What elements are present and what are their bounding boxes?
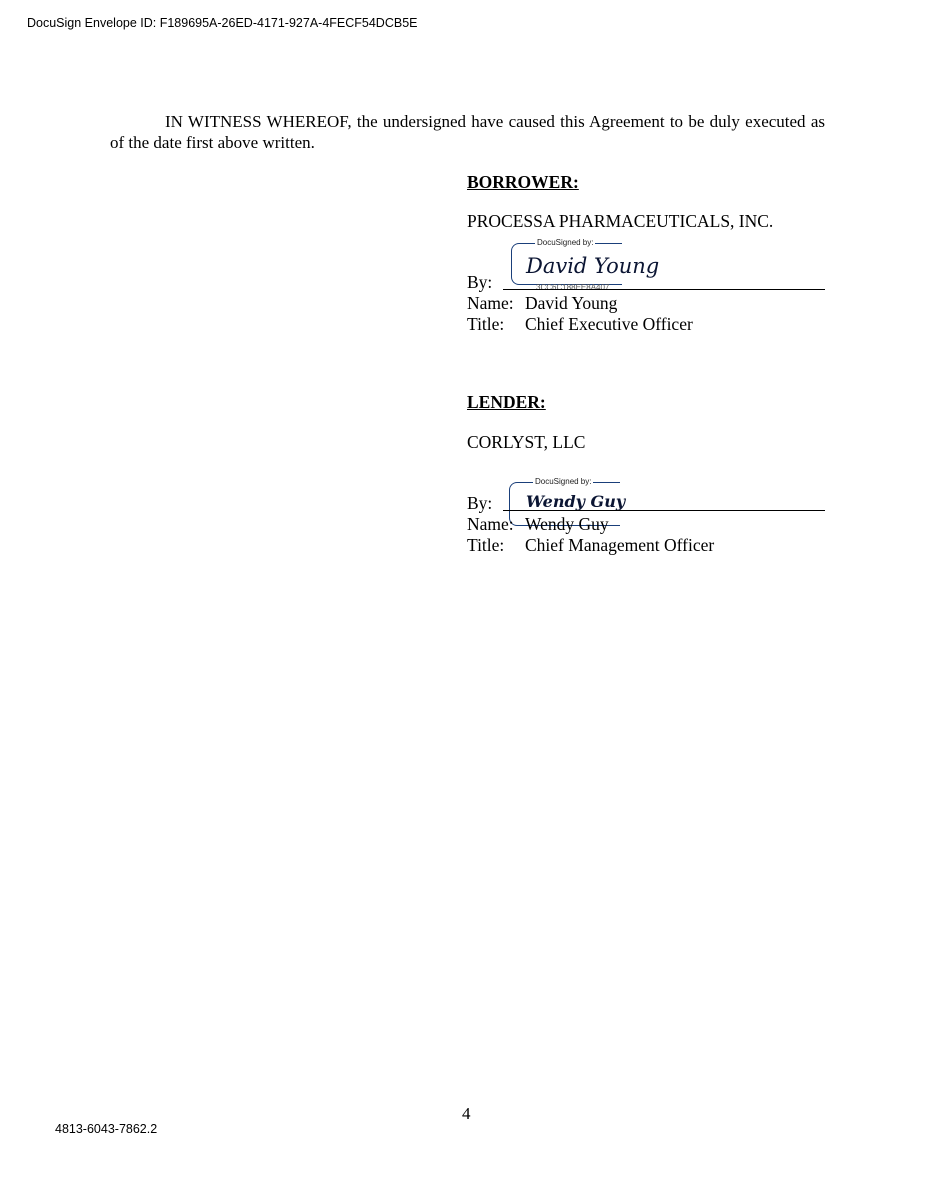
lender-signature-line (503, 510, 825, 511)
lender-signature: Wendy Guy (526, 492, 626, 511)
lender-heading: LENDER: (467, 392, 546, 412)
lender-title-label: Title: (467, 535, 505, 555)
witness-paragraph-text: IN WITNESS WHEREOF, the undersigned have caused this Agreement to be duly executed as of the date first above written. (110, 112, 825, 152)
lender-title: Chief Management Officer (525, 535, 715, 555)
docusign-envelope-id: DocuSign Envelope ID: F189695A-26ED-4171-927A-4FECF54DCB5E (27, 16, 418, 30)
borrower-name-row (467, 293, 617, 314)
lender-docusigned-caption: DocuSigned by: (535, 477, 592, 486)
borrower-title-label: Title: (467, 314, 505, 334)
lender-title-row (467, 535, 714, 556)
borrower-by-label: By: (467, 272, 493, 292)
borrower-docusigned-caption: DocuSigned by: (537, 238, 594, 247)
borrower-signature-id: 3CC6C188EE8A407... (536, 283, 617, 292)
borrower-heading: BORROWER: (467, 172, 579, 192)
lender-company: CORLYST, LLC (467, 432, 586, 452)
lender-name: Wendy Guy (525, 514, 609, 534)
borrower-title: Chief Executive Officer (525, 314, 693, 334)
page-number: 4 (462, 1104, 471, 1123)
lender-by-label: By: (467, 493, 493, 513)
borrower-name: David Young (525, 293, 618, 313)
lender-name-label: Name: (467, 514, 514, 534)
borrower-title-row (467, 314, 693, 335)
document-number: 4813-6043-7862.2 (55, 1122, 158, 1136)
borrower-signature: David Young (526, 254, 660, 278)
borrower-name-label: Name: (467, 293, 514, 313)
borrower-signature-line (503, 289, 825, 290)
witness-paragraph (110, 111, 825, 153)
lender-name-row (467, 514, 609, 535)
borrower-company: PROCESSA PHARMACEUTICALS, INC. (467, 211, 774, 231)
